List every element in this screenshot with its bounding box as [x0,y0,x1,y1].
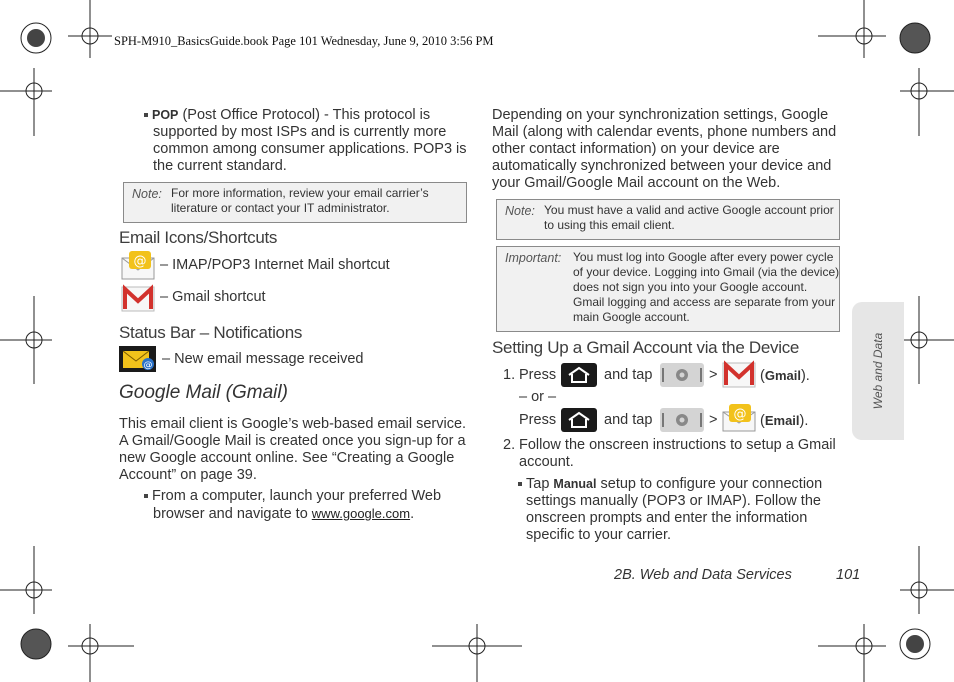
google-link[interactable]: www.google.com [311,506,411,521]
page-number: 101 [836,567,861,583]
side-section-tab [852,302,904,440]
svg-text:@: @ [733,407,747,422]
pop-bullet: POP (Post Office Protocol) - This protocol is supported by most ISPs and is currently more common among consumer applications. POP3 is the current standard. [144,107,484,175]
note-box-info [123,182,467,223]
imap-shortcut-text: – IMAP/POP3 Internet Mail shortcut [160,257,390,273]
step-1-gt: > [709,367,718,383]
file-info-header: SPH-M910_BasicsGuide.book Page 101 Wednesday, June 9, 2010 3:56 PM [114,34,494,48]
home-key-icon [561,408,597,432]
important-box [496,246,840,332]
note-label: Note: [132,187,162,201]
important-label: Important: [505,251,562,265]
step-1b-press: Press [519,412,557,428]
new-email-notification-icon [119,346,156,372]
imap-email-icon [121,250,155,280]
menu-key-icon [660,408,704,432]
bullet-icon [144,113,148,117]
note-box-account [496,199,840,240]
step-2-number: 2. [503,437,516,453]
gmail-intro-paragraph: This email client is Google’s web-based email service. A Gmail/Google Mail is created once you sign-up for a new Google account online. See “Creating a Google Account” on page 39. [119,416,467,483]
footer-section-title: 2B. Web and Data Services [614,567,792,583]
gmail-app-icon [722,360,756,388]
step-1b-email-label: (Email). [760,413,809,429]
step-1b-and-tap: and tap [604,412,653,428]
new-email-text: – New email message received [162,351,364,367]
gmail-icon [121,283,155,313]
svg-text:@: @ [133,254,147,269]
bullet-icon [518,482,522,486]
side-tab-label: Web and Data [871,332,885,410]
step-1b-gt: > [709,412,718,428]
important-text: You must log into Google after every power cycle of your device. Logging into Gmail (via the device) does not sign you into your Google account. Gmail logging and access are separate from your main Google account. [573,250,840,324]
svg-text:@: @ [143,360,153,371]
section-title-gmail: Google Mail (Gmail) [119,382,288,403]
step-1-number: 1. [503,367,516,383]
email-app-icon [722,404,756,432]
email-icons-heading: Email Icons/Shortcuts [119,228,278,247]
manual-setup-bullet: Tap Manual setup to configure your connection settings manually (POP3 or IMAP). Follow the onscreen prompts and enter the information specific to your carrier. [518,476,822,544]
note-label: Note: [505,204,535,218]
note-text: For more information, review your email carrier’s literature or contact your IT administrator. [171,186,429,215]
step-2-text: Follow the onscreen instructions to setup a Gmail account. [519,437,836,470]
status-bar-heading: Status Bar – Notifications [119,323,303,342]
gmail-shortcut-text: – Gmail shortcut [160,289,266,305]
step-1-press: Press [519,367,557,383]
step-1-gmail-label: (Gmail). [760,368,810,384]
or-separator: – or – [519,389,557,405]
step-1-and-tap: and tap [604,367,653,383]
browser-bullet: From a computer, launch your preferred Web browser and navigate to www.google.com. [144,488,441,523]
sync-paragraph: Depending on your synchronization settings, Google Mail (along with calendar events, phone numbers and other contact information) on your device are automatically synchronized between your device and your Gmail/Google Mail account on the Web. [492,107,837,191]
bullet-icon [144,494,148,498]
home-key-icon [561,363,597,387]
note-text: You must have a valid and active Google account prior to using this email client. [544,203,834,232]
setup-heading: Setting Up a Gmail Account via the Device [492,338,800,357]
menu-key-icon [660,363,704,387]
